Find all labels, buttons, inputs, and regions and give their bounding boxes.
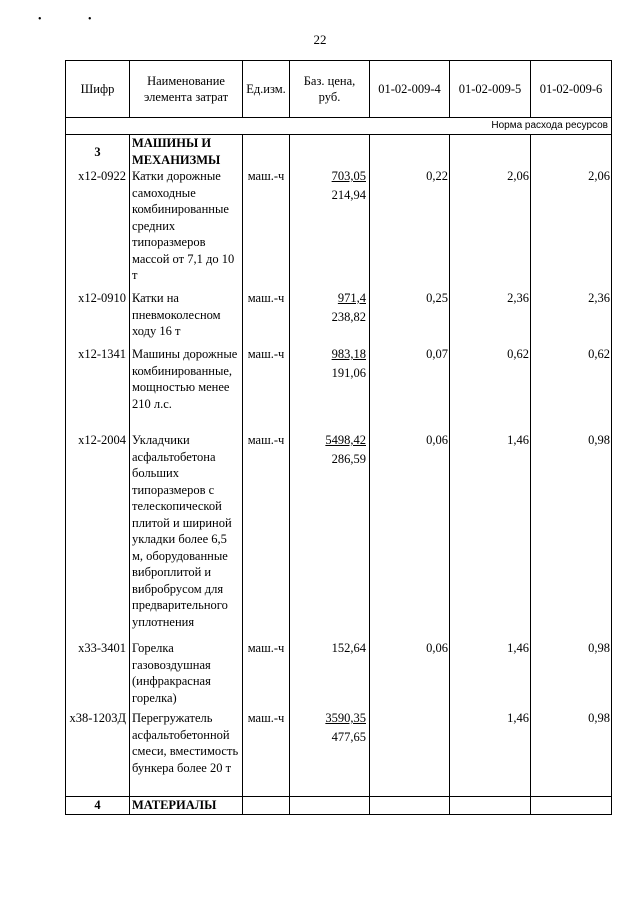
- row-value-3: 0,98: [531, 432, 612, 640]
- resource-norms-table: [65, 60, 612, 815]
- row-value-1: 0,22: [370, 168, 450, 290]
- header-col2: 01-02-009-5: [450, 61, 531, 118]
- norm-label: Норма расхода ресурсов: [66, 118, 612, 135]
- row-value-3: 2,36: [531, 290, 612, 346]
- row-name: Горелка газовоздушная (инфракрасная горелка): [130, 640, 243, 710]
- table-row: [66, 640, 612, 710]
- table-row: [66, 290, 612, 346]
- row-name: Катки на пневмоколесном ходу 16 т: [130, 290, 243, 346]
- header-price: Баз. цена, руб.: [290, 61, 370, 118]
- row-unit: маш.-ч: [243, 168, 290, 290]
- section-title: МАШИНЫ И МЕХАНИЗМЫ: [130, 135, 243, 169]
- row-value-2: 1,46: [450, 640, 531, 710]
- section-number: 3: [66, 135, 130, 169]
- row-value-3: 0,62: [531, 346, 612, 432]
- header-unit: Ед.изм.: [243, 61, 290, 118]
- row-code: х12-0922: [66, 168, 130, 290]
- page-number: 22: [313, 32, 327, 47]
- row-value-2: 2,06: [450, 168, 531, 290]
- row-unit: маш.-ч: [243, 710, 290, 797]
- row-name: Машины дорожные комбинированные, мощностью менее 210 л.с.: [130, 346, 243, 432]
- table-row: [66, 432, 612, 640]
- row-price: 152,64: [290, 640, 370, 710]
- header-col1: 01-02-009-4: [370, 61, 450, 118]
- section-row: [66, 135, 612, 169]
- table-row: [66, 710, 612, 797]
- row-code: х12-1341: [66, 346, 130, 432]
- row-price: 5498,42 286,59: [290, 432, 370, 640]
- row-value-1: 0,25: [370, 290, 450, 346]
- section-number: 4: [66, 797, 130, 815]
- row-name: Укладчики асфальтобетона больших типоразмеров с телескопической плитой и шириной укладки более 6,5 м, оборудованные виброплитой и вибробрусом для предварительного уплотнения: [130, 432, 243, 640]
- row-value-1: 0,06: [370, 432, 450, 640]
- row-value-2: 1,46: [450, 432, 531, 640]
- header-name: Наименование элемента затрат: [130, 61, 243, 118]
- scan-marks: • •: [38, 14, 114, 25]
- section-title: МАТЕРИАЛЫ: [130, 797, 243, 815]
- header-row: [66, 61, 612, 118]
- row-unit: маш.-ч: [243, 290, 290, 346]
- header-code: Шифр: [66, 61, 130, 118]
- row-price: 983,18 191,06: [290, 346, 370, 432]
- row-code: х38-1203Д: [66, 710, 130, 797]
- row-code: х12-0910: [66, 290, 130, 346]
- row-value-1: 0,07: [370, 346, 450, 432]
- row-price: 971,4 238,82: [290, 290, 370, 346]
- header-col3: 01-02-009-6: [531, 61, 612, 118]
- row-unit: маш.-ч: [243, 640, 290, 710]
- row-value-2: 0,62: [450, 346, 531, 432]
- row-code: х12-2004: [66, 432, 130, 640]
- row-code: х33-3401: [66, 640, 130, 710]
- table-row: [66, 168, 612, 290]
- row-value-2: 2,36: [450, 290, 531, 346]
- norm-row: [66, 118, 612, 135]
- row-price: 703,05 214,94: [290, 168, 370, 290]
- row-value-3: 0,98: [531, 640, 612, 710]
- row-value-3: 0,98: [531, 710, 612, 797]
- row-value-1: [370, 710, 450, 797]
- row-name: Катки дорожные самоходные комбинированные средних типоразмеров массой от 7,1 до 10 т: [130, 168, 243, 290]
- row-unit: маш.-ч: [243, 346, 290, 432]
- row-value-3: 2,06: [531, 168, 612, 290]
- row-price: 3590,35 477,65: [290, 710, 370, 797]
- section-row: [66, 797, 612, 815]
- row-value-2: 1,46: [450, 710, 531, 797]
- table-row: [66, 346, 612, 432]
- row-unit: маш.-ч: [243, 432, 290, 640]
- row-name: Перегружатель асфальтобетонной смеси, вместимость бункера более 20 т: [130, 710, 243, 797]
- row-value-1: 0,06: [370, 640, 450, 710]
